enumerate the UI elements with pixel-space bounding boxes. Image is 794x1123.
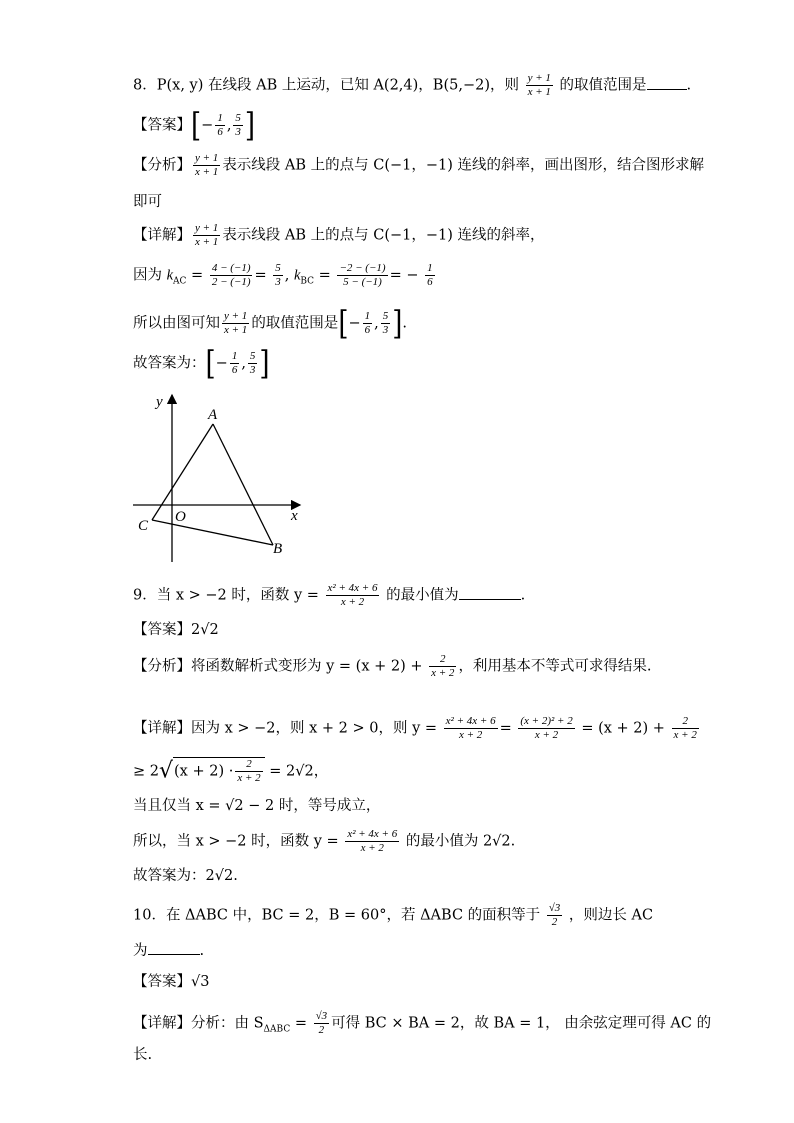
q10-detail: 【详解】分析：由 $S_{\Delta ABC}$ = $\frac{√3}{2}$ 可得 BC × BA = 2，故 BA = 1， 由余弦定理可得 AC 的: [133, 1010, 712, 1036]
q9-analysis: 【分析】将函数解析式变形为 y = (x + 2) + $\frac{2}{x + 2}$ ，利用基本不等式可求得结果.: [133, 653, 652, 679]
label-C: C: [138, 518, 149, 534]
q10-stem: 10．在 ΔABC 中，BC = 2，B = 60°，若 ΔABC 的面积等于 $\frac{√3}{2}$ ，则边长 AC: [133, 902, 654, 928]
q8-analysis: 【分析】 $\frac{y + 1}{x + 1}$ 表示线段 AB 上的点与 C(−1，−1) 连线的斜率，画出图形，结合图形求解: [133, 152, 705, 178]
q8-stem: 8．P(x, y) 在线段 AB 上运动，已知 A(2,4)，B(5,−2)，则 $\frac{y + 1}{x + 1}$ 的取值范围是 .: [133, 72, 692, 98]
q8-final: 故答案为：[− $\frac{1}{6}$ , $\frac{5}{3}$ ]: [133, 344, 270, 383]
label-x: x: [291, 508, 298, 524]
label-O: O: [175, 509, 186, 525]
q10-detail-cont: 长.: [133, 1047, 153, 1063]
label-y: y: [156, 394, 163, 410]
q8-slopes: 因为 $k_{AC}$ = $\frac{4 - (-1)}{2 - (-1)}$ = $\frac{5}{3}$ , $k_{BC}$ = $\frac{-2 - (-1)}{5 - (-1)}$ = − $\frac{1}{6}$: [133, 262, 433, 288]
q8-detail: 【详解】 $\frac{y + 1}{x + 1}$ 表示线段 AB 上的点与 C(−1，−1) 连线的斜率，: [133, 222, 545, 248]
q10-stem-cont: 为 .: [133, 940, 204, 961]
q9-answer: 【答案】2√2: [133, 622, 219, 638]
coordinate-figure: [125, 390, 315, 565]
segment-AB: [213, 424, 273, 545]
q9-final: 故答案为：2√2.: [133, 868, 238, 884]
q9-inequality: ≥ 2√(x + 2) · $\frac{2}{x + 2}$ = 2√2，: [133, 758, 329, 784]
q9-stem: 9．当 x > −2 时，函数 y = $\frac{\text{x² + 4x + 6}}{x + 2}$ 的最小值为 .: [133, 582, 526, 608]
segment-CB: [152, 520, 273, 545]
q9-detail: 【详解】因为 x > −2，则 x + 2 > 0，则 y = $\frac{\text{x² + 4x + 6}}{x + 2}$ = $\frac{\text{(x + 2)² + 2}}{x + 2}$ = (x + 2) + $\frac{2}{x + 2}$: [133, 715, 697, 741]
fraction: $\frac{y + 1}{x + 1}$: [527, 72, 551, 98]
label-A: A: [208, 407, 218, 423]
label-B: B: [273, 541, 283, 557]
q9-equality: 当且仅当 x = √2 − 2 时，等号成立，: [133, 798, 381, 814]
q8-analysis-cont: 即可: [133, 194, 162, 210]
q8-conclusion: 所以由图可知 $\frac{y + 1}{x + 1}$ 的取值范围是[− $\frac{1}{6}$ , $\frac{5}{3}$ ].: [133, 304, 407, 343]
q10-answer: 【答案】√3: [133, 974, 210, 990]
q9-so: 所以，当 x > −2 时，函数 y = $\frac{\text{x² + 4x + 6}}{x + 2}$ 的最小值为 2√2.: [133, 828, 516, 854]
q8-answer: 【答案】[− $\frac{1}{6}$ , $\frac{5}{3}$ ]: [133, 106, 256, 145]
